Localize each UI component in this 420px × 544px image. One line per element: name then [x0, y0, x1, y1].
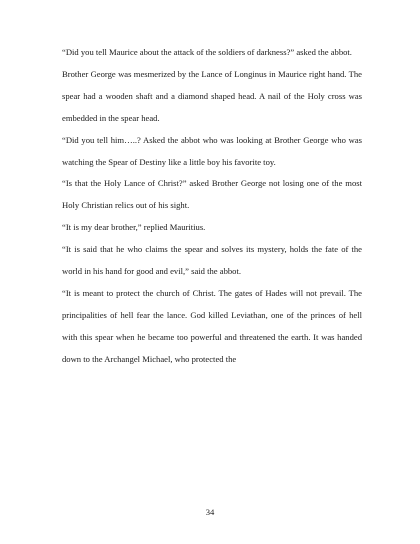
paragraph-6: “It is said that he who claims the spear and solves its mystery, holds the fate of the world in his hand for good and evil,” said the abbot.	[62, 244, 362, 277]
paragraph-3: “Did you tell him…..? Asked the abbot who was looking at Brother George who was watching the Spear of Destiny like a little boy his favorite toy.	[62, 134, 362, 167]
paragraph-5: “It is my dear brother,” replied Mauritius.	[62, 222, 206, 233]
page-number: 34	[205, 507, 215, 517]
paragraph-7: “It is meant to protect the church of Christ. The gates of Hades will not prevail. The principalities of hell fear the lance. God killed Leviathan, one of the princes of hell with this spear when he became too powerful and threatened the earth. It was handed down to the Archangel Michael, who protected the	[62, 287, 362, 364]
paragraph-4: “Is that the Holy Lance of Christ?” asked Brother George not losing one of the most Holy Christian relics out of his sight.	[62, 178, 362, 211]
paragraph-1: “Did you tell Maurice about the attack of the soldiers of darkness?” asked the abbot.	[62, 47, 352, 57]
paragraph-2: Brother George was mesmerized by the Lance of Longinus in Maurice right hand. The spear had a wooden shaft and a diamond shaped head. A nail of the Holy cross was embedded in the spear head.	[62, 68, 362, 123]
page-body	[62, 42, 362, 371]
